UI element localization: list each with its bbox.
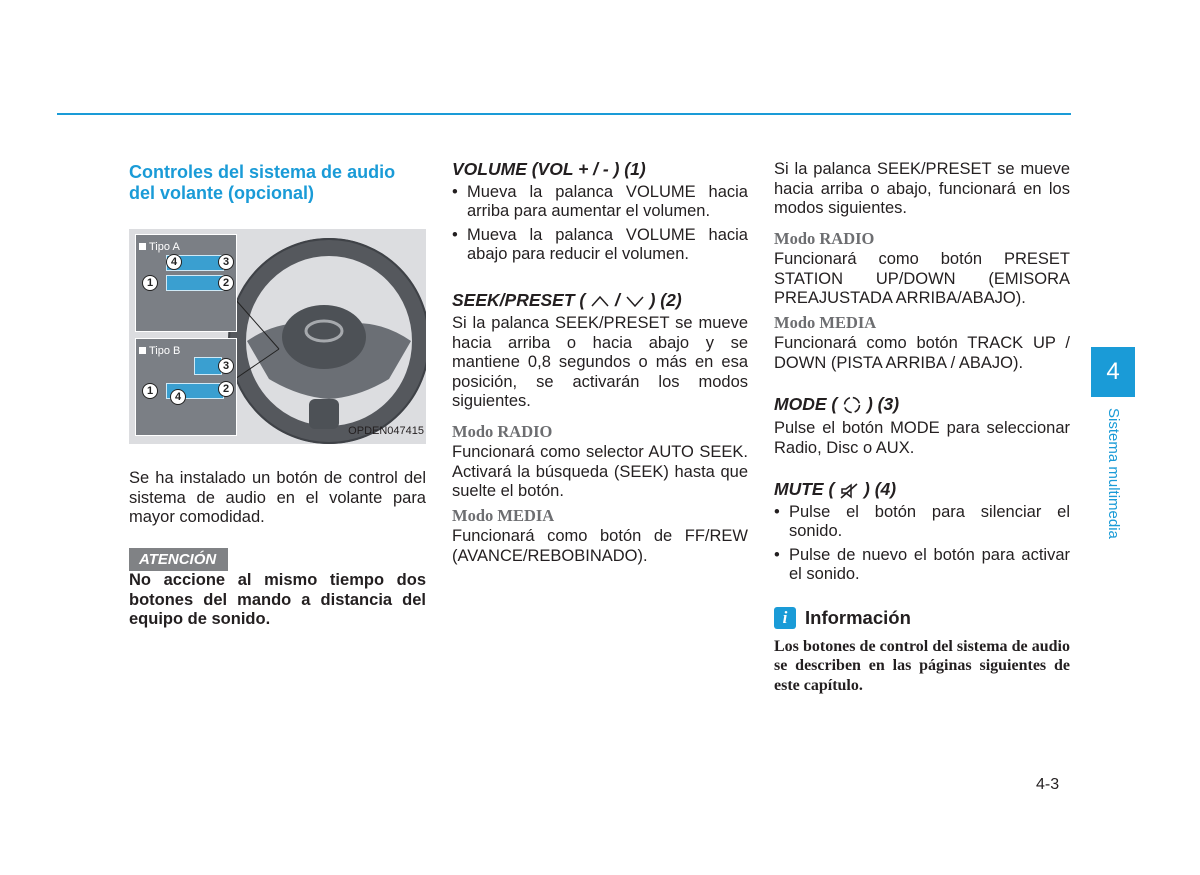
mute-heading: MUTE ( ) (4): [774, 479, 897, 500]
mode-radio-text: Funcionará como botón PRESET STATION UP/DOWN (EMISORA PREAJUSTADA ARRIBA/ABAJO).: [774, 250, 1070, 307]
mute-icon: [839, 482, 859, 500]
inset-type-b: [135, 338, 237, 436]
preset-intro: Si la palanca SEEK/PRESET se mueve hacia arriba o abajo, funcionará en los modos siguientes.: [774, 160, 1070, 217]
inset-type-a: [135, 234, 237, 332]
info-text: Los botones de control del sistema de audio se describen en las páginas siguientes de este capítulo.: [774, 637, 1070, 694]
volume-heading: VOLUME (VOL + / - ) (1): [452, 159, 646, 179]
mode-media-label: Modo MEDIA: [774, 312, 877, 332]
chevron-up-icon: [590, 294, 610, 308]
steering-wheel-figure: [129, 229, 426, 444]
chevron-down-icon: [625, 294, 645, 308]
mode-icon: [842, 395, 862, 415]
list-item: • Mueva la palanca VOLUME hacia abajo para reducir el volumen.: [452, 226, 748, 265]
chapter-tab: 4: [1091, 347, 1135, 397]
callout-2: 2: [218, 275, 234, 291]
mode-radio-label: Modo RADIO: [452, 421, 553, 441]
inset-label-a: Tipo A: [139, 238, 180, 258]
inset-label-b: Tipo B: [139, 342, 180, 362]
callout-3-b: 3: [218, 358, 234, 374]
list-item: • Pulse de nuevo el botón para activar el sonido.: [774, 546, 1070, 585]
column-right: [774, 160, 1070, 711]
mode-radio-text: Funcionará como selector AUTO SEEK. Activará la búsqueda (SEEK) hasta que suelte el botón.: [452, 443, 748, 500]
intro-paragraph: Se ha instalado un botón de control del sistema de audio en el volante para mayor comodidad.: [129, 469, 426, 526]
control-cluster-bottom: [166, 275, 224, 291]
info-icon: i: [774, 607, 796, 629]
callout-4: 4: [166, 254, 182, 270]
callout-3: 3: [218, 254, 234, 270]
info-title: Información: [805, 607, 911, 629]
seek-heading: SEEK/PRESET ( / ) (2): [452, 289, 682, 310]
mode-heading: MODE ( ) (3): [774, 394, 900, 414]
warning-label: ATENCIÓN: [129, 548, 228, 572]
callout-1-b: 1: [142, 383, 158, 399]
callout-2-b: 2: [218, 381, 234, 397]
mode-paragraph: Pulse el botón MODE para seleccionar Radio, Disc o AUX.: [774, 419, 1070, 457]
volume-list: [452, 183, 748, 265]
mode-media-text: Funcionará como botón TRACK UP / DOWN (PISTA ARRIBA / ABAJO).: [774, 334, 1070, 372]
figure-caption: OPDEN047415: [348, 424, 424, 437]
callout-4-b: 4: [170, 389, 186, 405]
seek-paragraph: Si la palanca SEEK/PRESET se mueve hacia arriba o hacia abajo y se mantiene 0,8 segundos o más en esa posición, se activarán los modos siguientes.: [452, 314, 748, 410]
column-left: [129, 160, 426, 630]
list-item: • Pulse el botón para silenciar el sonido.: [774, 503, 1070, 542]
info-header: [774, 607, 1070, 629]
mode-radio-label: Modo RADIO: [774, 228, 875, 248]
section-title: Controles del sistema de audio del volante (opcional): [129, 162, 396, 203]
column-middle: [452, 160, 748, 566]
chapter-title: Sistema multimedia: [1105, 408, 1122, 539]
mute-list: [774, 503, 1070, 585]
mode-media-label: Modo MEDIA: [452, 505, 555, 525]
callout-1: 1: [142, 275, 158, 291]
list-item: • Mueva la palanca VOLUME hacia arriba para aumentar el volumen.: [452, 183, 748, 222]
mode-media-text: Funcionará como botón de FF/REW (AVANCE/REBOBINADO).: [452, 527, 748, 565]
warning-text: No accione al mismo tiempo dos botones del mando a distancia del equipo de sonido.: [129, 571, 426, 628]
page-number: 4-3: [1036, 776, 1060, 793]
top-rule: [57, 113, 1071, 115]
